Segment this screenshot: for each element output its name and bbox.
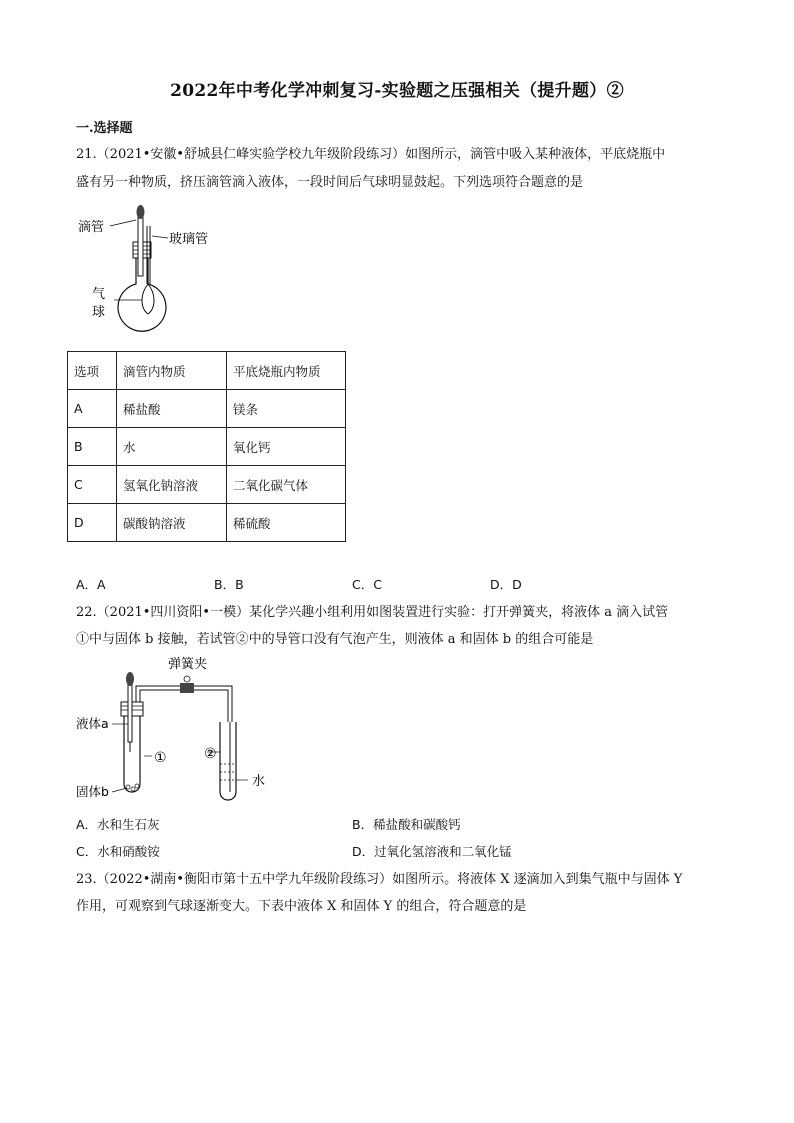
label-tube-2: ② (204, 746, 217, 762)
q22-apparatus-figure (72, 652, 292, 808)
table-cell: B (68, 428, 117, 466)
table-row (68, 390, 346, 428)
label-tube-1: ① (154, 750, 167, 766)
q21-choice-b[interactable]: B．B (214, 577, 244, 592)
label-balloon-2: 球 (92, 305, 106, 320)
table-row (68, 504, 346, 542)
q21-apparatus-figure (70, 196, 230, 341)
page-title: 2022年中考化学冲刺复习-实验题之压强相关（提升题）② (170, 81, 624, 101)
q21-choice-c[interactable]: C．C (352, 577, 382, 592)
q22-choice-a[interactable]: A．水和生石灰 (76, 817, 160, 832)
table-cell: 二氧化碳气体 (227, 466, 346, 504)
table-cell: 碳酸钠溶液 (117, 504, 227, 542)
table-row (68, 428, 346, 466)
q22-stem-line2: ①中与固体 b 接触，若试管②中的导管口没有气泡产生，则液体 a 和固体 b 的组合可能是 (76, 632, 594, 647)
table-header-cell: 选项 (68, 352, 117, 390)
table-cell: A (68, 390, 117, 428)
label-water: 水 (252, 774, 266, 789)
q21-options-table (67, 351, 346, 542)
table-cell: D (68, 504, 117, 542)
q21-choice-a[interactable]: A．A (76, 577, 106, 592)
table-row (68, 466, 346, 504)
label-spring-clamp: 弹簧夹 (168, 657, 208, 672)
table-cell: 稀硫酸 (227, 504, 346, 542)
table-cell: 水 (117, 428, 227, 466)
table-cell: 镁条 (227, 390, 346, 428)
q22-stem-line1: 22.（2021•四川资阳•一模）某化学兴趣小组利用如图装置进行实验：打开弹簧夹，将液体 a 滴入试管 (76, 605, 669, 620)
balloon-icon (142, 284, 154, 314)
q21-stem-line2: 盛有另一种物质，挤压滴管滴入液体，一段时间后气球明显鼓起。下列选项符合题意的是 (76, 175, 584, 190)
q23-stem-line2: 作用，可观察到气球逐渐变大。下表中液体 X 和固体 Y 的组合，符合题意的是 (76, 899, 527, 914)
q23-stem-line1: 23.（2022•湖南•衡阳市第十五中学九年级阶段练习）如图所示。将液体 X 逐滴加入到集气瓶中与固体 Y (76, 872, 683, 887)
label-liquid-a: 液体a (76, 716, 109, 731)
table-header-cell: 滴管内物质 (117, 352, 227, 390)
label-balloon-1: 气 (92, 287, 106, 302)
q22-choice-b[interactable]: B．稀盐酸和碳酸钙 (352, 817, 461, 832)
label-solid-b: 固体b (76, 784, 109, 799)
table-cell: 氢氧化钠溶液 (117, 466, 227, 504)
dropper-icon (138, 216, 143, 276)
section-heading: 一.选择题 (76, 121, 133, 136)
table-header-cell: 平底烧瓶内物质 (227, 352, 346, 390)
table-cell: C (68, 466, 117, 504)
label-dropper: 滴管 (78, 220, 105, 235)
q22-choice-c[interactable]: C．水和硝酸铵 (76, 844, 160, 859)
table-header-row (68, 352, 346, 390)
table-cell: 稀盐酸 (117, 390, 227, 428)
table-cell: 氧化钙 (227, 428, 346, 466)
q21-stem-line1: 21.（2021•安徽•舒城县仁峰实验学校九年级阶段练习）如图所示，滴管中吸入某种液体，平底烧瓶中 (76, 147, 666, 162)
q21-choice-d[interactable]: D．D (490, 577, 522, 592)
q22-choice-d[interactable]: D．过氧化氢溶液和二氧化锰 (352, 844, 512, 859)
label-glass-tube: 玻璃管 (169, 232, 209, 247)
test-tube-2-icon (220, 722, 236, 800)
spring-clamp-icon (180, 683, 194, 693)
